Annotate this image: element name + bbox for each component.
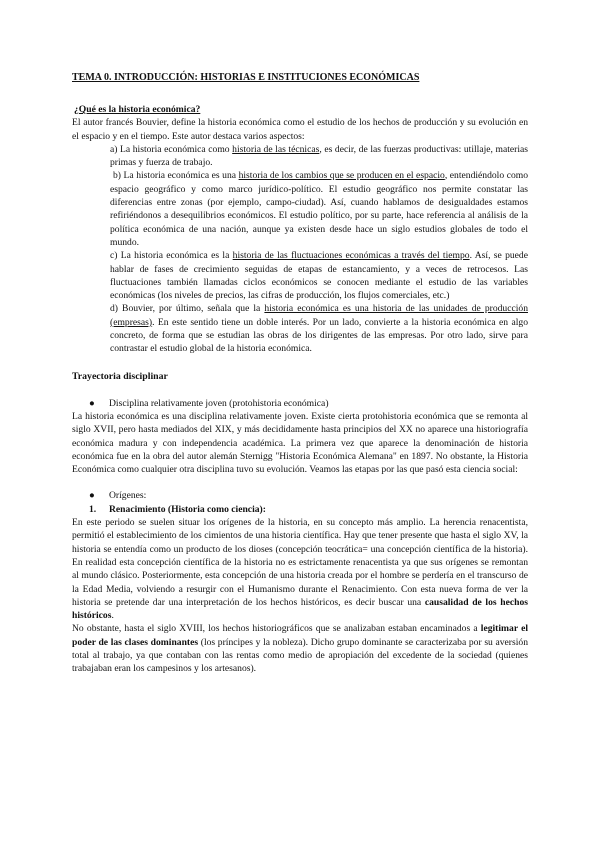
bullet-item: ● Orígenes: bbox=[89, 490, 147, 502]
bullet-item: ● Disciplina relativamente joven (protohistoria económica) bbox=[89, 397, 329, 409]
question-heading: ¿Qué es la historia económica? bbox=[74, 104, 201, 115]
aspect-d: d) Bouvier, por último, señala que la historia económica es una historia de las unidades de producción (empresas). En este sentido tiene un doble interés. Por un lado, convierte a la historia económica en algo concreto, de forma que se estudian las obras de los dirigentes de las empresas. Por otro lado, sirve para contrastar el estudio global de la historia económica. bbox=[110, 303, 528, 355]
paragraph-protohistoria: La historia económica es una disciplina relativamente joven. Existe cierta protohistoria económica que se remonta al siglo XVII, pero hasta mediados del XIX, y más decididamente hasta principios del XX no aparece una historiografía económica madura y con independencia académica. La primera vez que aparece la denominación de historia económica fue en la obra del autor alemán Sternigg "Historia Económica Alemana" en 1897. No obstante, la Historia Económica como cualquier otra disciplina tuvo su evolución. Veamos las etapas por las que pasó esta ciencia social: bbox=[72, 410, 528, 476]
page-title: TEMA 0. INTRODUCCIÓN: HISTORIAS E INSTITUCIONES ECONÓMICAS bbox=[72, 72, 420, 83]
aspects-list bbox=[110, 143, 528, 356]
aspect-c: c) La historia económica es la historia de las fluctuaciones económicas a través del tiempo. Así, se puede hablar de fases de crecimiento seguidas de etapas de estancamiento, y a veces de retrocesos. Las fluctuaciones también llamadas ciclos económicos se conocen mediante el estudio de las variables económicas (los niveles de precios, las cifras de producción, los flujos comerciales, etc.) bbox=[110, 250, 528, 302]
bullet-icon: ● bbox=[89, 490, 95, 502]
paragraph-siglo-xviii: No obstante, hasta el siglo XVIII, los hechos historiográficos que se analizaban estaban encaminados a legitimar el poder de las clases dominantes (los príncipes y la nobleza). Dicho grupo dominante se caracterizaba por su aversión total al trabajo, ya que contaban con las rentas como medio de apropiación del excedente de la sociedad (quienes trabajaban eran los campesinos y los artesanos). bbox=[72, 623, 528, 675]
aspect-a: a) La historia económica como historia de las técnicas, es decir, de las fuerzas productivas: utillaje, materias primas y fuerza de trabajo. bbox=[110, 143, 528, 169]
section-title: Trayectoria disciplinar bbox=[72, 370, 168, 382]
intro-paragraph: El autor francés Bouvier, define la historia económica como el estudio de los hechos de producción y su evolución en el espacio y en el tiempo. Este autor destaca varios aspectos: bbox=[72, 117, 528, 142]
aspect-b: b) La historia económica es una historia de los cambios que se producen en el espacio, entendiéndolo como espacio geográfico y como marco jurídico-político. El estudio geográfico nos permite constatar las diferencias entre zonas (por ejemplo, campo-ciudad). Así, cuando hablamos de desigualdades estamos refiriéndonos a desequilibrios económicos. El estudio político, por su parte, hace referencia al análisis de la política económica de una nación, aunque ya existen desde hace un siglo estudios globales de todo el mundo. bbox=[110, 170, 529, 248]
numbered-heading: 1. Renacimiento (Historia como ciencia): bbox=[89, 503, 266, 515]
bullet-icon: ● bbox=[89, 397, 95, 409]
paragraph-renacimiento: En este periodo se suelen situar los orígenes de la historia, en su concepto más amplio. La herencia renacentista, permitió el establecimiento de los cimientos de una historia científica. Hay que tener presente que hasta el siglo XV, la historia se entendía como un producto de los dioses (concepción teocrática= una concepción científica de la historia). En realidad esta concepción científica de la historia no es estrictamente renacentista ya que sus orígenes se remontan al mundo clásico. Posteriormente, esta concepción de una historia creada por el hombre se perdería en el transcurso de la Edad Media, volviendo a resurgir con el Humanismo durante el Renacimiento. Con esta nueva forma de ver la historia se pretende dar una interpretación de los hechos históricos, es decir buscar una causalidad de los hechos históricos. bbox=[72, 517, 528, 622]
